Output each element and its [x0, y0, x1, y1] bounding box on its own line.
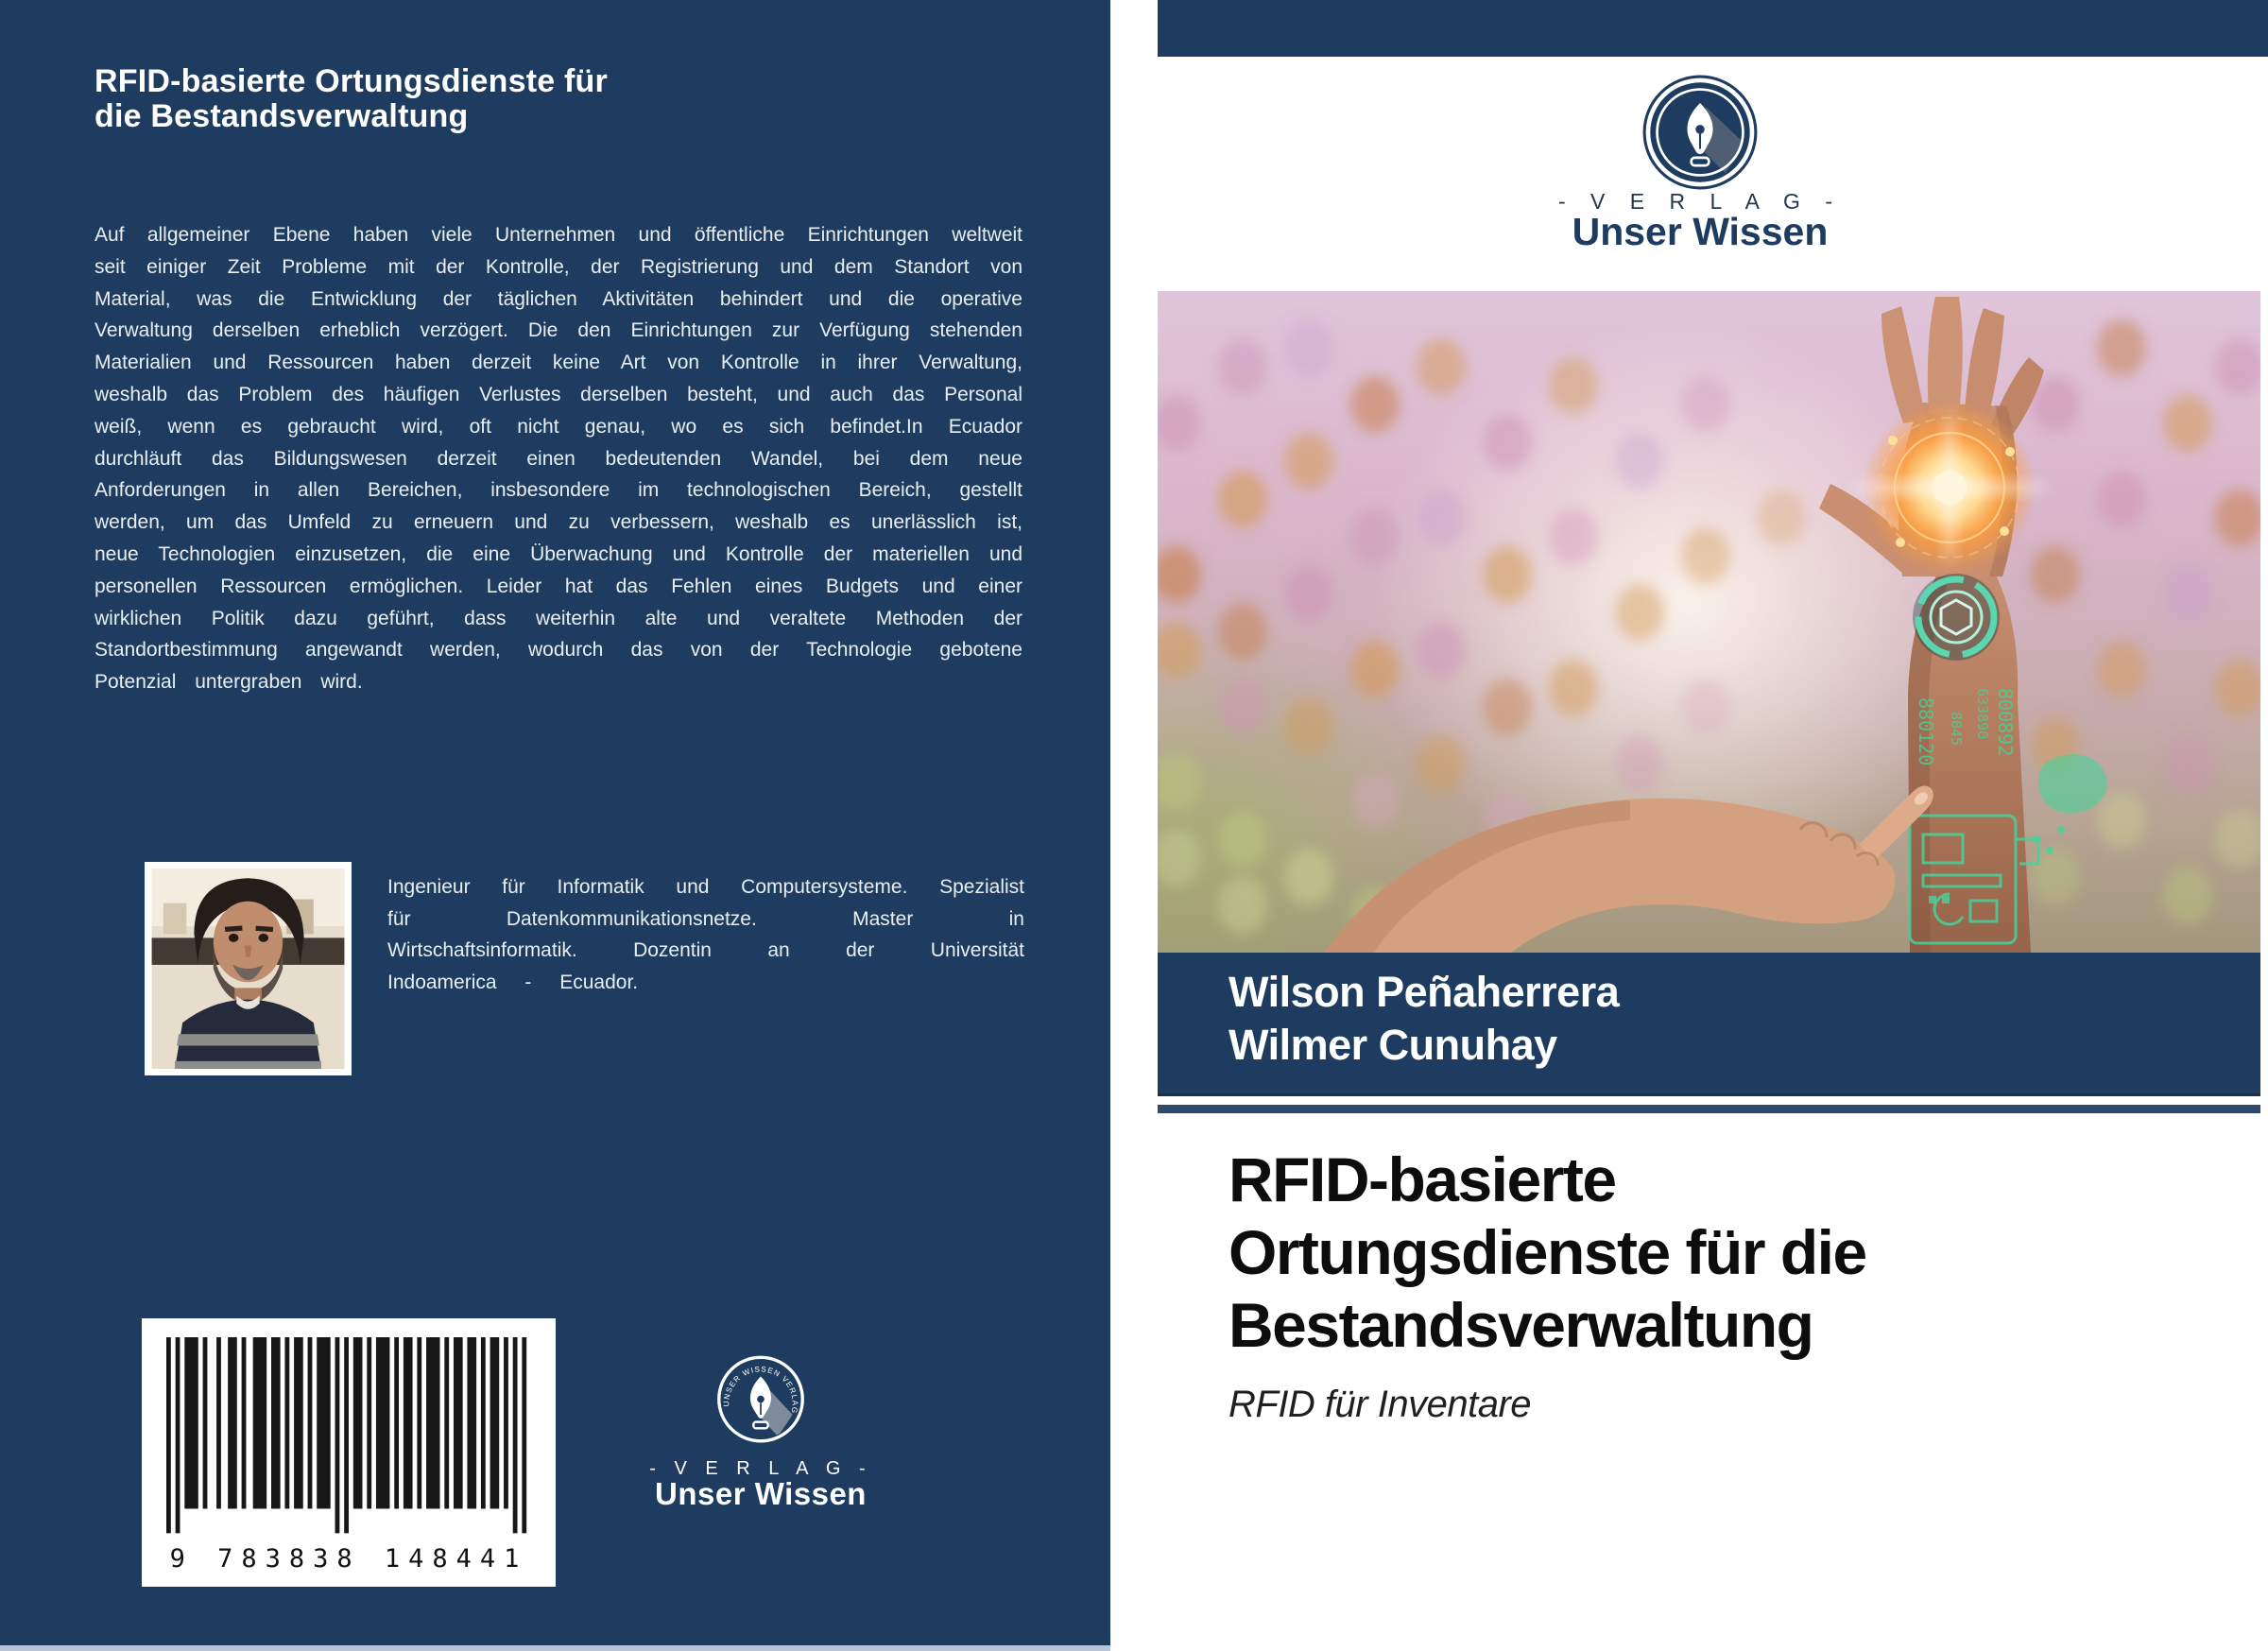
author-photo — [145, 862, 352, 1075]
front-title-line-3: Bestandsverwaltung — [1228, 1290, 1813, 1360]
author-bio: Ingenieur für Informatik und Computersysteme. Spezialist für Datenkommunikationsnetze. Master in Wirtschaftsinformatik. Dozentin an der Universität Indoamerica - Ecuador. — [387, 876, 1024, 993]
front-cover — [1158, 0, 2268, 1651]
back-title-line-2: die Bestandsverwaltung — [94, 98, 469, 134]
barcode-bars — [166, 1337, 531, 1541]
publisher-name-front: Unser Wissen — [1572, 210, 1829, 253]
back-cover-bottom-edge — [0, 1645, 1110, 1651]
front-top-bar — [1158, 0, 2268, 57]
back-cover-title — [94, 64, 680, 134]
verlag-label-front: - V E R L A G - — [1558, 189, 1842, 214]
front-title-line-1: RFID-basierte — [1228, 1144, 1616, 1214]
arm-number: 8045 — [1948, 712, 1965, 747]
spine — [1110, 0, 1158, 1651]
publisher-logo-front — [1641, 74, 1759, 191]
wrist-emblem — [1913, 574, 2000, 661]
author-name-1: Wilson Peñaherrera — [1228, 968, 1620, 1016]
publisher-name-back: Unser Wissen — [655, 1476, 867, 1511]
authors-band — [1158, 953, 2260, 1096]
arm-number: 633890 — [1974, 688, 1991, 740]
author-portrait-illustration — [151, 868, 345, 1069]
author-name-2: Wilmer Cunuhay — [1228, 1021, 1557, 1069]
front-title — [1228, 1144, 2155, 1362]
back-title-line-1: RFID-basierte Ortungsdienste für — [94, 63, 608, 99]
barcode — [142, 1318, 556, 1587]
cover-photo — [1158, 291, 2260, 953]
publisher-logo-back — [695, 1342, 827, 1460]
cover-photo-illustration — [1158, 291, 2260, 953]
front-subtitle: RFID für Inventare — [1228, 1384, 1532, 1425]
arm-number: 800892 — [1994, 688, 2017, 757]
barcode-digits: 9 783838 148441 — [169, 1544, 528, 1574]
back-cover — [0, 0, 1110, 1651]
arm-number: 880120 — [1915, 697, 1937, 766]
verlag-label-back: - V E R L A G - — [649, 1458, 872, 1479]
title-divider-rule — [1158, 1105, 2260, 1113]
front-title-line-2: Ortungsdienste für die — [1228, 1217, 1866, 1287]
logo-ring-text: UNSER WISSEN VERLAG — [722, 1365, 799, 1416]
back-cover-blurb: Auf allgemeiner Ebene haben viele Unternehmen und öffentliche Einrichtungen weltweit seit einiger Zeit Probleme mit der Kontrolle, der Registrierung und dem Standort von Material, was die Entwicklung der täglichen Aktivitäten behindert und die operative Verwaltung derselben erheblich verzögert. Die den Einrichtungen zur Verfügung stehenden Materialien und Ressourcen haben derzeit keine Art von Kontrolle in ihrer Verwaltung, weshalb das Problem des häufigen Verlustes derselben besteht, und auch das Personal weiß, wenn es gebraucht wird, oft nicht genau, wo es sich befindet.In Ecuador durchläuft das Bildungswesen derzeit einen bedeutenden Wandel, bei dem neue Anforderungen in allen Bereichen, insbesondere im technologischen Bereich, gestellt werden, um das Umfeld zu erneuern und zu verbessern, weshalb es unerlässlich ist, neue Technologien einzusetzen, die eine Überwachung und Kontrolle der materiellen und personellen Ressourcen ermöglichen. Leider hat das Fehlen eines Budgets und einer wirklichen Politik dazu geführt, dass weiterhin alte und veraltete Methoden der Standortbestimmung angewandt werden, wodurch das von der Technologie gebotene Potenzial untergraben wird. — [94, 224, 1022, 694]
